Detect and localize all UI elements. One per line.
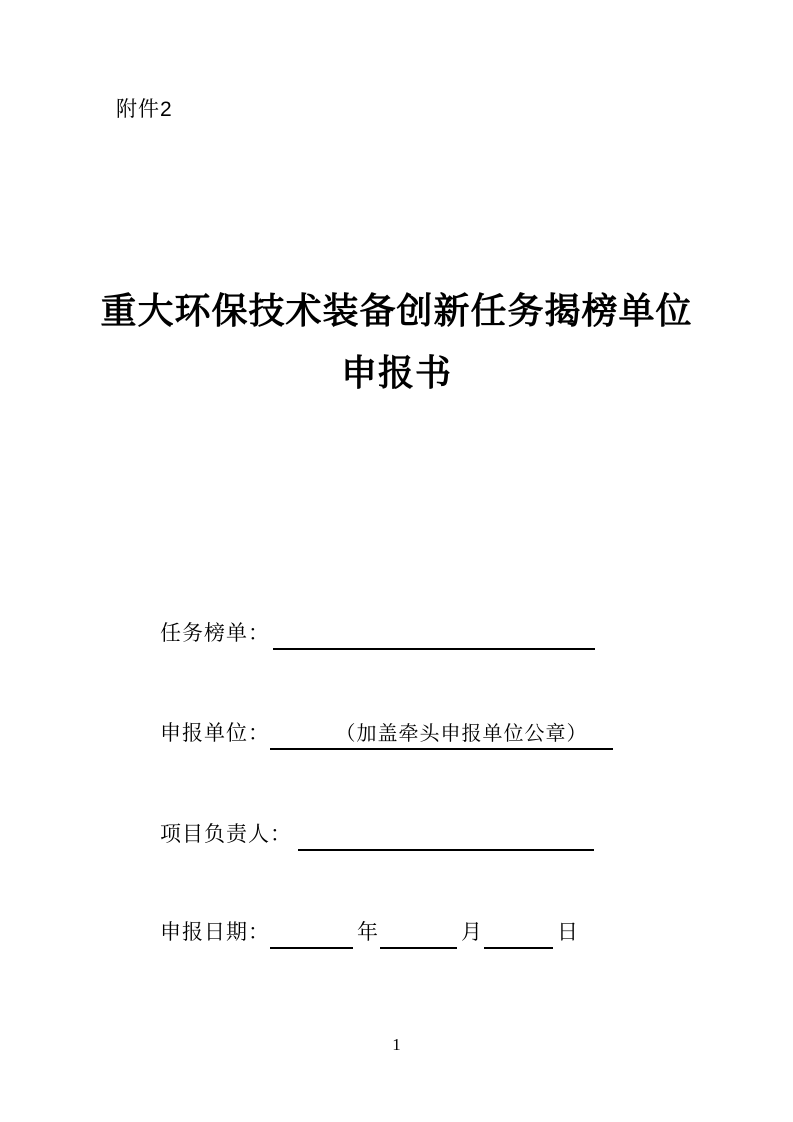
- title-line-2: 申报书: [340, 352, 452, 394]
- date-day-blank[interactable]: [484, 916, 553, 949]
- task-list-label: 任务榜单：: [160, 622, 270, 645]
- applicant-label: 申报单位：: [160, 722, 270, 745]
- project-leader-row: [160, 817, 594, 851]
- applicant-row: [160, 716, 613, 750]
- document-title: [0, 280, 793, 404]
- project-leader-label: 项目负责人：: [160, 823, 292, 846]
- task-list-blank[interactable]: [273, 617, 595, 650]
- date-year-blank[interactable]: [270, 916, 353, 949]
- date-day-suffix: 日: [557, 921, 578, 944]
- applicant-seal-note: （加盖牵头申报单位公章）: [335, 723, 588, 745]
- title-line-1: 重大环保技术装备创新任务揭榜单位: [100, 290, 693, 332]
- date-row: [160, 915, 580, 949]
- date-month-suffix: 月: [461, 921, 482, 944]
- date-month-blank[interactable]: [380, 916, 457, 949]
- task-list-row: [160, 616, 595, 650]
- page-number: 1: [392, 1035, 401, 1054]
- applicant-blank[interactable]: [270, 719, 613, 750]
- date-label: 申报日期：: [160, 921, 270, 944]
- attachment-label: 附件2: [116, 98, 173, 121]
- project-leader-blank[interactable]: [298, 818, 594, 851]
- date-year-suffix: 年: [357, 921, 378, 944]
